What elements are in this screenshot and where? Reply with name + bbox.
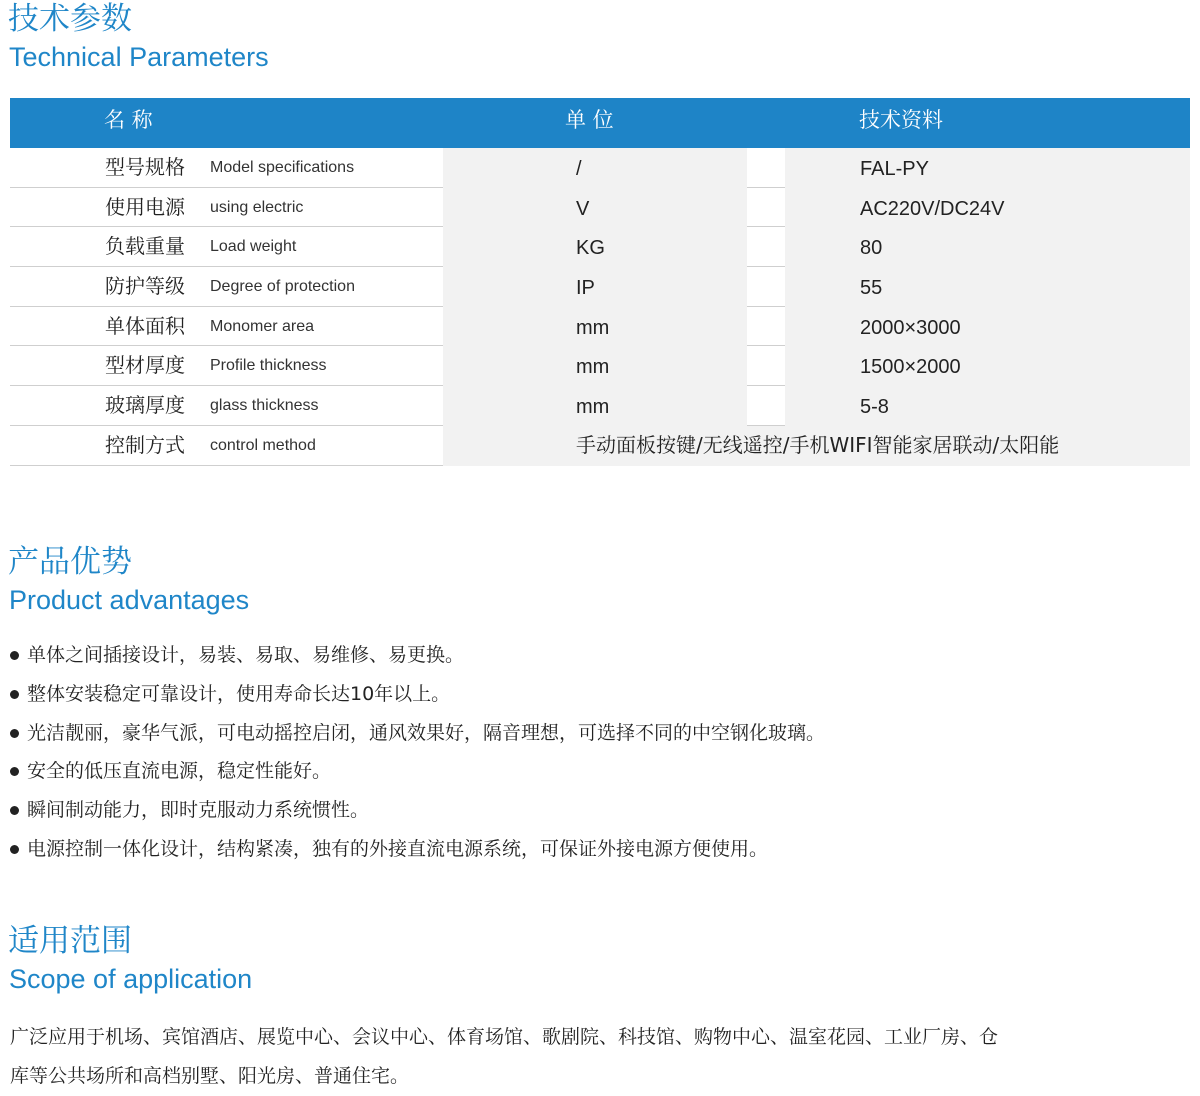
table-row	[10, 386, 1190, 426]
header-name: 名 称	[104, 108, 153, 132]
advantages-title-en: Product advantages	[9, 585, 250, 615]
row-name-cn: 防护等级	[105, 274, 185, 299]
row-unit: mm	[576, 316, 610, 339]
table-row	[10, 426, 1190, 466]
tech-title-cn: 技术参数	[8, 1, 132, 37]
row-name-en: Load weight	[210, 238, 297, 256]
row-name-cn: 控制方式	[105, 432, 185, 457]
bullet-icon	[10, 767, 19, 776]
value-cell	[785, 386, 1190, 426]
unit-cell	[443, 267, 747, 307]
table-row	[10, 188, 1190, 228]
row-name-cn: 使用电源	[105, 194, 185, 219]
list-item-text: 安全的低压直流电源，稳定性能好。	[27, 760, 332, 783]
row-name-cn: 玻璃厚度	[105, 393, 185, 418]
table-row	[10, 148, 1190, 188]
row-value: 1500×2000	[860, 356, 961, 379]
table-row	[10, 307, 1190, 347]
bullet-icon	[10, 690, 19, 699]
table-header	[10, 98, 1190, 148]
spec-table	[10, 98, 1190, 466]
row-unit: mm	[576, 396, 610, 419]
value-cell	[785, 267, 1190, 307]
row-value: 2000×3000	[860, 316, 961, 339]
row-unit: mm	[576, 356, 610, 379]
row-value: 手动面板按键/无线遥控/手机WIFI智能家居联动/太阳能	[576, 432, 1060, 457]
list-item	[10, 758, 825, 797]
table-row	[10, 227, 1190, 267]
header-unit: 单 位	[565, 108, 614, 132]
row-value: 5-8	[860, 396, 889, 419]
unit-cell	[443, 188, 747, 228]
row-name-cn: 负载重量	[105, 234, 185, 259]
list-item-text: 光洁靓丽，豪华气派，可电动摇控启闭，通风效果好，隔音理想，可选择不同的中空钢化玻璃。	[27, 721, 826, 744]
row-name-en: Degree of protection	[210, 278, 355, 296]
row-name-en: Monomer area	[210, 317, 315, 335]
scope-text: 广泛应用于机场、宾馆酒店、展览中心、会议中心、体育场馆、歌剧院、科技馆、购物中心、温室花园、工业厂房、仓库等公共场所和高档别墅、阳光房、普通住宅。	[10, 1026, 999, 1087]
advantages-title-cn: 产品优势	[8, 544, 132, 580]
row-name-en: Model specifications	[210, 159, 355, 176]
row-unit: /	[576, 158, 582, 180]
list-item	[10, 720, 825, 759]
list-item	[10, 797, 825, 836]
value-cell	[785, 227, 1190, 267]
list-item-text: 整体安装稳定可靠设计，使用寿命长达10年以上。	[27, 682, 451, 705]
row-name-cn: 型材厚度	[105, 353, 185, 378]
row-name-en: Profile thickness	[210, 357, 327, 375]
row-value: 55	[860, 277, 883, 300]
table-body	[10, 148, 1190, 426]
bullet-icon	[10, 806, 19, 815]
row-name-en: using electric	[210, 198, 304, 216]
table-row	[10, 346, 1190, 386]
row-name-en: control method	[210, 436, 316, 454]
list-item	[10, 836, 825, 875]
row-unit: V	[576, 197, 590, 220]
value-cell	[785, 346, 1190, 386]
list-item-text: 单体之间插接设计，易装、易取、易维修、易更换。	[27, 644, 465, 666]
bullet-icon	[10, 845, 19, 854]
table-row	[10, 267, 1190, 307]
tech-title-en: Technical Parameters	[9, 42, 269, 72]
bullet-icon	[10, 651, 19, 660]
header-value: 技术资料	[859, 108, 943, 132]
unit-cell	[443, 148, 747, 188]
row-value: AC220V/DC24V	[860, 197, 1005, 220]
row-unit: IP	[576, 277, 595, 300]
value-cell	[785, 148, 1190, 188]
scope-title-cn: 适用范围	[8, 923, 132, 959]
bullet-icon	[10, 729, 19, 738]
advantages-list	[10, 642, 825, 875]
row-name-en: glass thickness	[210, 397, 319, 415]
value-cell	[785, 307, 1190, 347]
list-item	[10, 681, 825, 720]
list-item-text: 电源控制一体化设计，结构紧凑，独有的外接直流电源系统，可保证外接电源方便使用。	[27, 837, 769, 860]
row-unit: KG	[576, 237, 605, 260]
row-name-cn: 型号规格	[105, 155, 185, 179]
row-value: FAL-PY	[860, 158, 929, 180]
row-name-cn: 单体面积	[105, 313, 185, 338]
row-value: 80	[860, 237, 883, 260]
scope-title-en: Scope of application	[9, 964, 253, 994]
list-item	[10, 642, 825, 681]
list-item-text: 瞬间制动能力，即时克服动力系统惯性。	[27, 799, 370, 822]
